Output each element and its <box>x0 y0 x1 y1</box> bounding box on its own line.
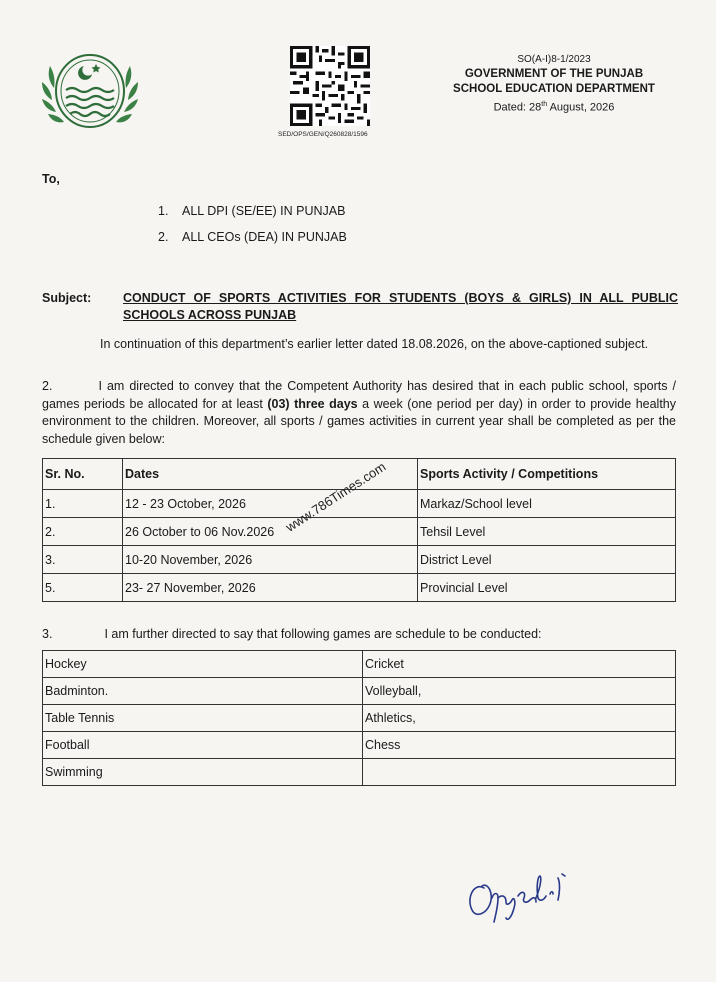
table-row: Football Chess <box>43 732 676 759</box>
qr-code-reference: SED/OPS/GEN/Q260828/1596 <box>278 131 368 138</box>
column-header: Sports Activity / Competitions <box>418 459 676 490</box>
table-row: 5. 23- 27 November, 2026 Provincial Level <box>43 574 676 602</box>
table-row: Hockey Cricket <box>43 651 676 678</box>
recipient-item: 2. ALL CEOs (DEA) IN PUNJAB <box>158 230 347 244</box>
department-title: SCHOOL EDUCATION DEPARTMENT <box>453 83 655 95</box>
government-title: GOVERNMENT OF THE PUNJAB <box>464 68 644 80</box>
reference-number: SO(A-I)8-1/2023 <box>517 54 591 65</box>
subject-label: Subject: <box>42 291 92 305</box>
to-label: To, <box>42 172 60 186</box>
games-table <box>42 650 676 786</box>
paragraph-3: 3. I am further directed to say that following games are schedule to be conducted: <box>42 627 542 641</box>
letter-date: Dated: 28th August, 2026 <box>493 101 615 114</box>
table-row: 2. 26 October to 06 Nov.2026 Tehsil Level <box>43 518 676 546</box>
table-row: Swimming <box>43 759 676 786</box>
watermark-text: www.786Times.com <box>283 458 389 535</box>
table-row: 1. 12 - 23 October, 2026 Markaz/School level <box>43 490 676 518</box>
punjab-government-logo-icon <box>40 48 140 134</box>
table-row: 3. 10-20 November, 2026 District Level <box>43 546 676 574</box>
subject-text: CONDUCT OF SPORTS ACTIVITIES FOR STUDENTS (BOYS & GIRLS) IN ALL PUBLIC SCHOOLS ACROSS PUNJAB <box>123 291 678 322</box>
signature-icon <box>462 858 592 938</box>
column-header: Sr. No. <box>43 459 123 490</box>
letter-header <box>434 52 674 116</box>
table-row: Badminton. Volleyball, <box>43 678 676 705</box>
paragraph-2: 2. I am directed to convey that the Competent Authority has desired that in each public school, sports / games periods be allocated for at least (03) three days a week (one period per day) in order to provide healthy environment to the children. Moreover, all sports / games activities in current year shall be completed as per the schedule given below: <box>42 379 676 446</box>
paragraph-1: In continuation of this department’s earlier letter dated 18.08.2026, on the above-captioned subject. <box>100 337 649 351</box>
column-header: Dates <box>123 459 418 490</box>
recipient-item: 1. ALL DPI (SE/EE) IN PUNJAB <box>158 204 346 218</box>
table-row: Table Tennis Athletics, <box>43 705 676 732</box>
qr-code-icon <box>290 46 370 126</box>
